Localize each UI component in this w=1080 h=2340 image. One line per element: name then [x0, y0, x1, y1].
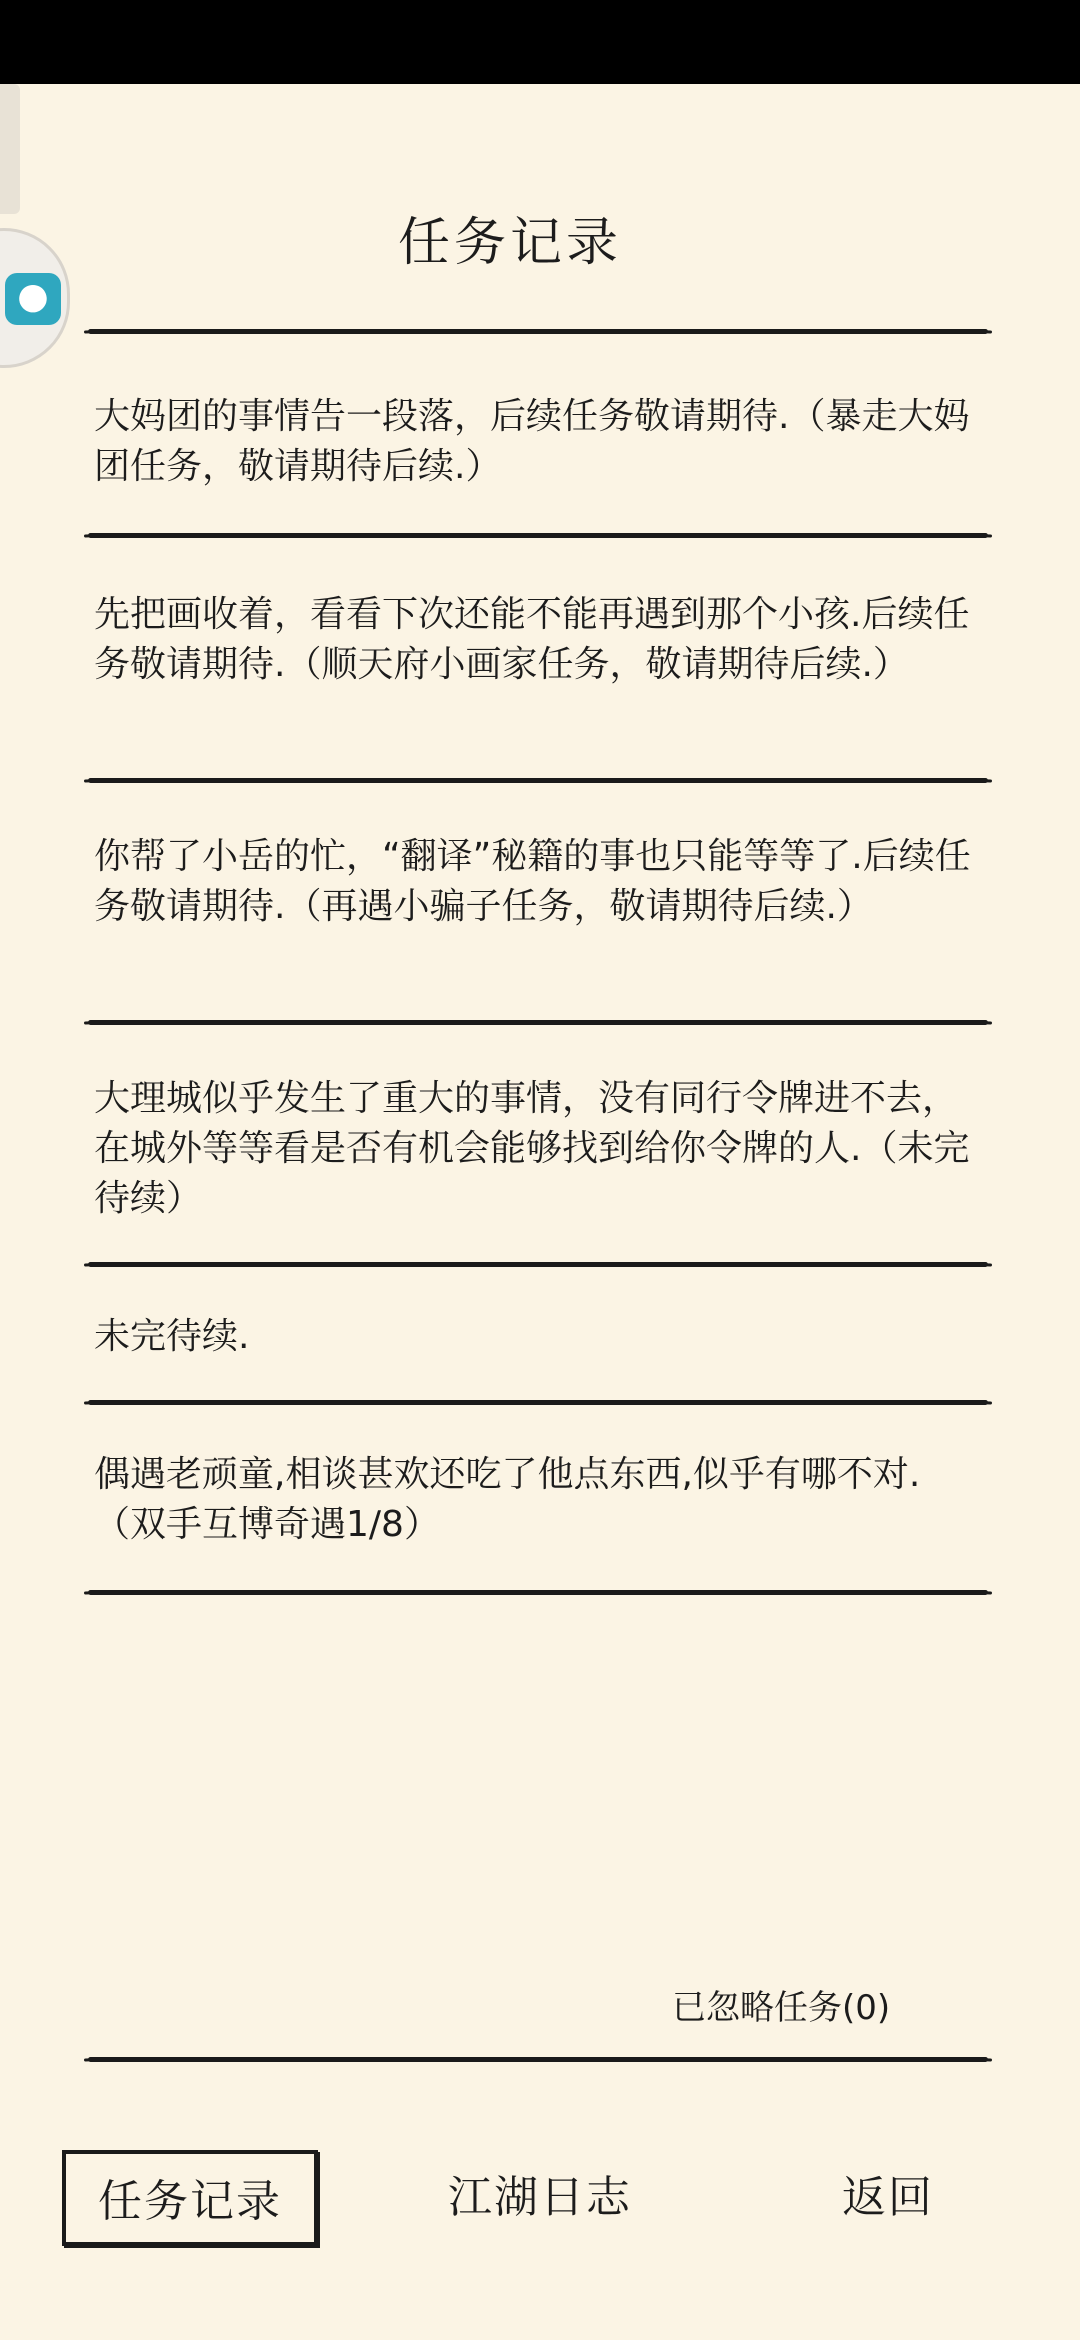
task-entry-2[interactable]: 先把画收着，看看下次还能不能再遇到那个小孩.后续任务敬请期待.（顺天府小画家任务，敬请期待后续.） — [94, 594, 970, 685]
divider — [88, 1400, 988, 1405]
divider — [88, 1020, 988, 1025]
tab-task-log[interactable]: 任务记录 — [62, 2150, 318, 2246]
divider — [88, 1262, 988, 1267]
divider — [88, 329, 988, 334]
divider — [88, 1590, 988, 1595]
status-bar — [0, 0, 1080, 84]
divider — [88, 2057, 988, 2062]
tab-jianghu-journal[interactable]: 江湖日志 — [448, 2172, 632, 2223]
task-entry-1[interactable]: 大妈团的事情告一段落，后续任务敬请期待.（暴走大妈团任务，敬请期待后续.） — [94, 396, 970, 487]
task-entry-5[interactable]: 未完待续. — [94, 1316, 250, 1357]
bottom-nav — [0, 2150, 1080, 2260]
task-entry-4[interactable]: 大理城似乎发生了重大的事情，没有同行令牌进不去，在城外等等看是否有机会能够找到给你令牌的人.（未完待续） — [94, 1078, 970, 1219]
task-entry-3[interactable]: 你帮了小岳的忙，“翻译”秘籍的事也只能等等了.后续任务敬请期待.（再遇小骗子任务，敬请期待后续.） — [94, 836, 971, 927]
floating-assistant-icon: ● — [5, 273, 61, 325]
edge-tab[interactable] — [0, 84, 20, 214]
back-button[interactable]: 返回 — [842, 2172, 934, 2223]
ignored-tasks-link[interactable]: 已忽略任务(0) — [672, 1988, 891, 2028]
divider — [88, 778, 988, 783]
divider — [88, 533, 988, 538]
page-title: 任务记录 — [397, 213, 622, 273]
task-entry-6[interactable]: 偶遇老顽童,相谈甚欢还吃了他点东西,似乎有哪不对.（双手互博奇遇1/8） — [94, 1454, 921, 1545]
